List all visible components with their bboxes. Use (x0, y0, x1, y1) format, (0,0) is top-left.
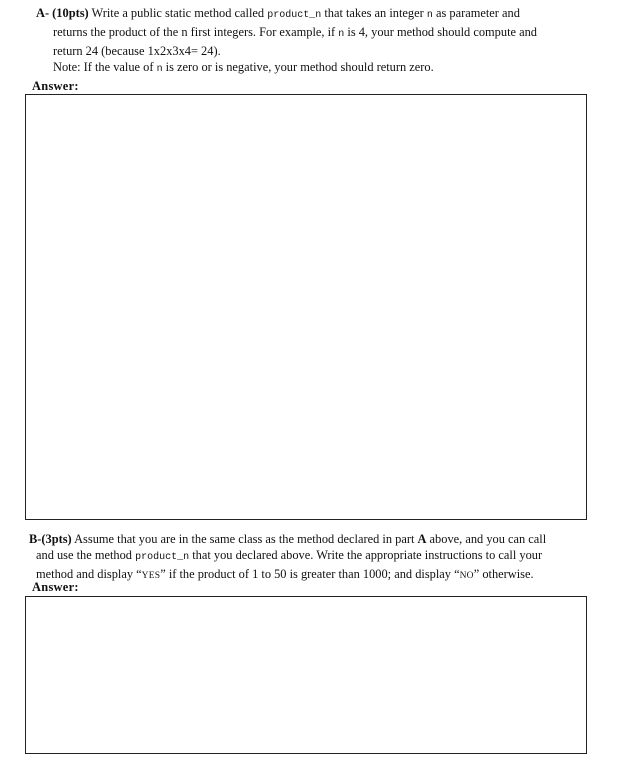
question-b-label: B-(3pts) (29, 532, 72, 546)
method-name-code: product_n (267, 10, 322, 21)
answer-b-box[interactable] (25, 596, 587, 754)
answer-b-label: Answer: (32, 580, 79, 594)
question-a-text: that takes an integer (321, 6, 427, 20)
answer-a-label: Answer: (32, 79, 79, 93)
answer-a-box[interactable] (25, 94, 587, 520)
yes-literal: YES (141, 571, 161, 581)
question-b-text: ” if the product of 1 to 50 is greater than 1000; and display “ (160, 567, 460, 581)
question-a-text: as parameter and (432, 6, 520, 20)
question-b-text: that you declared above. Write the appropriate instructions to call your (189, 548, 543, 562)
question-b-line-1 (29, 531, 619, 547)
question-b-line-3 (29, 566, 619, 584)
question-a (36, 5, 616, 78)
question-b (29, 531, 619, 584)
question-b-text: ” otherwise. (473, 567, 534, 581)
part-a-reference: A (417, 532, 427, 546)
question-b-text: Assume that you are in the same class as the method declared in part (71, 532, 418, 546)
question-a-text: returns the product of the n first integers. For example, if (53, 25, 339, 39)
question-a-line-2 (36, 24, 616, 43)
question-a-text: is zero or is negative, your method should return zero. (162, 60, 434, 74)
no-literal: NO (459, 571, 474, 581)
question-b-text: above, and you can call (426, 532, 547, 546)
question-a-line-1 (36, 5, 616, 24)
question-a-text: is 4, your method should compute and (344, 25, 538, 39)
variable-n-code: n (426, 10, 433, 21)
method-name-code: product_n (135, 552, 190, 563)
question-a-text: Write a public static method called (88, 6, 268, 20)
question-b-text: and use the method (36, 548, 136, 562)
variable-n-code: n (156, 64, 163, 75)
variable-n-code: n (338, 29, 345, 40)
question-b-line-2 (29, 547, 619, 566)
question-a-text: Note: If the value of (53, 60, 157, 74)
question-a-line-3: return 24 (because 1x2x3x4= 24). (53, 44, 221, 58)
question-b-text: method and display “ (36, 567, 142, 581)
question-a-note (36, 59, 616, 78)
question-a-label: A- (10pts) (36, 6, 89, 20)
